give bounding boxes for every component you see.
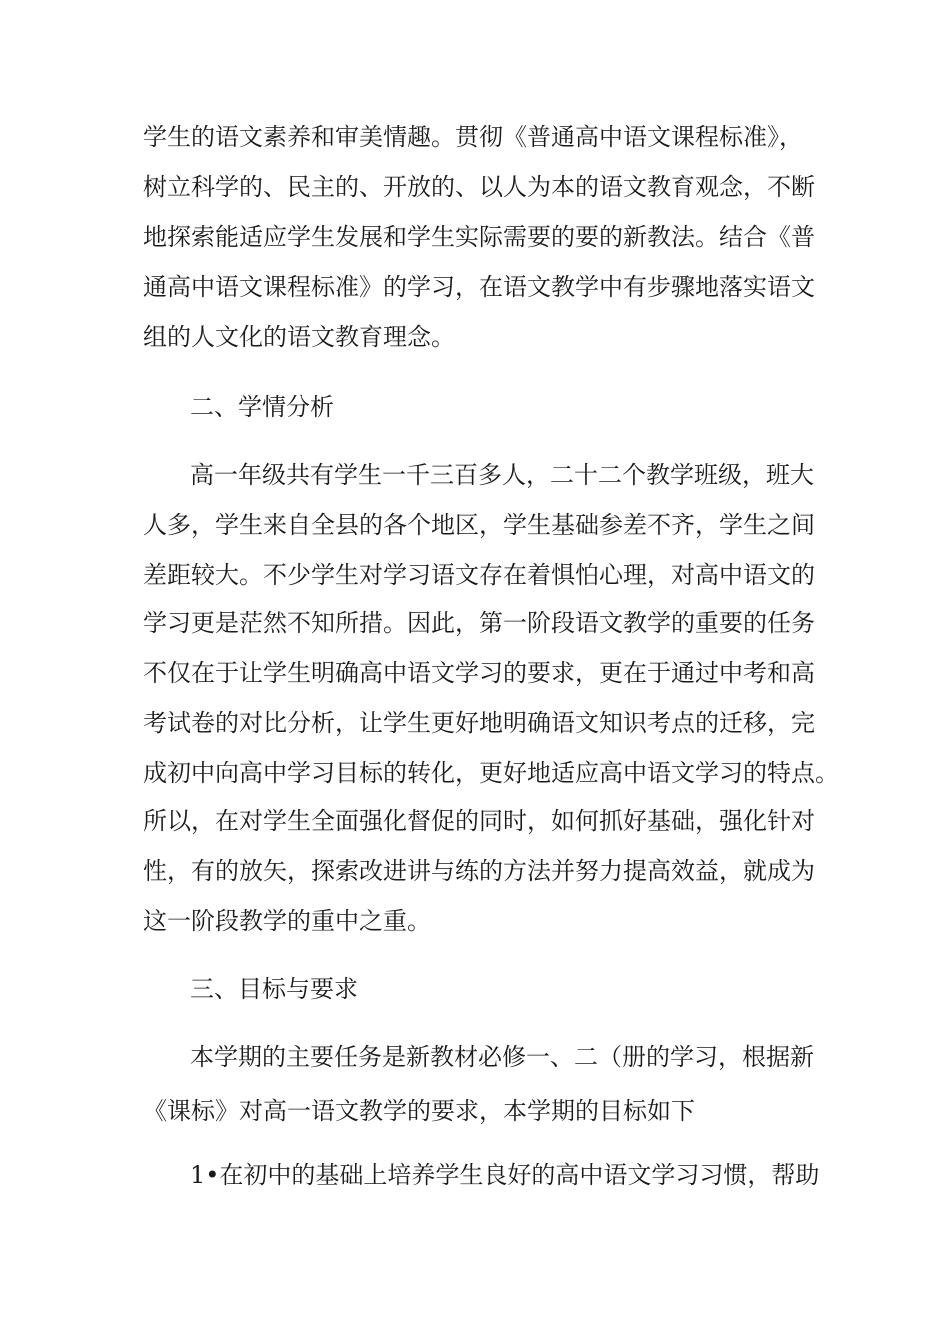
paragraph-line: 人多，学生来自全县的各个地区，学生基础参差不齐，学生之间 [143, 511, 815, 539]
paragraph-line: 所以，在对学生全面强化督促的同时，如何抓好基础，强化针对 [143, 807, 815, 835]
paragraph-line: 考试卷的对比分析，让学生更好地明确语文知识考点的迁移，完 [143, 709, 815, 737]
paragraph-line: 地探索能适应学生发展和学生实际需要的要的新教法。结合《普 [143, 223, 815, 251]
paragraph-line: 《课标》对高一语文教学的要求，本学期的目标如下 [143, 1097, 695, 1125]
paragraph-line: 性，有的放矢，探索改进讲与练的方法并努力提高效益，就成为 [143, 857, 815, 885]
paragraph-line: 高一年级共有学生一千三百多人，二十二个教学班级，班大 [190, 461, 814, 489]
paragraph-line: 学生的语文素养和审美情趣。贯彻《普通高中语文课程标准》， [143, 123, 803, 151]
paragraph-line: 这一阶段教学的重中之重。 [143, 907, 431, 935]
paragraph-line: 本学期的主要任务是新教材必修一、二（册的学习，根据新 [190, 1043, 814, 1071]
paragraph-line: 成初中向高中学习目标的转化，更好地适应高中语文学习的特点。 [143, 759, 839, 787]
paragraph-line: 通高中语文课程标准》的学习，在语文教学中有步骤地落实语文 [143, 273, 815, 301]
section-heading: 二、学情分析 [190, 393, 334, 421]
paragraph-line: 树立科学的、民主的、开放的、以人为本的语文教育观念，不断 [143, 173, 815, 201]
list-item: 1•在初中的基础上培养学生良好的高中语文学习习惯，帮助 [190, 1161, 820, 1189]
section-heading: 三、目标与要求 [190, 975, 358, 1003]
paragraph-line: 学习更是茫然不知所措。因此，第一阶段语文教学的重要的任务 [143, 609, 815, 637]
paragraph-line: 不仅在于让学生明确高中语文学习的要求，更在于通过中考和高 [143, 659, 815, 687]
paragraph-line: 组的人文化的语文教育理念。 [143, 323, 455, 351]
paragraph-line: 差距较大。不少学生对学习语文存在着惧怕心理，对高中语文的 [143, 561, 815, 589]
